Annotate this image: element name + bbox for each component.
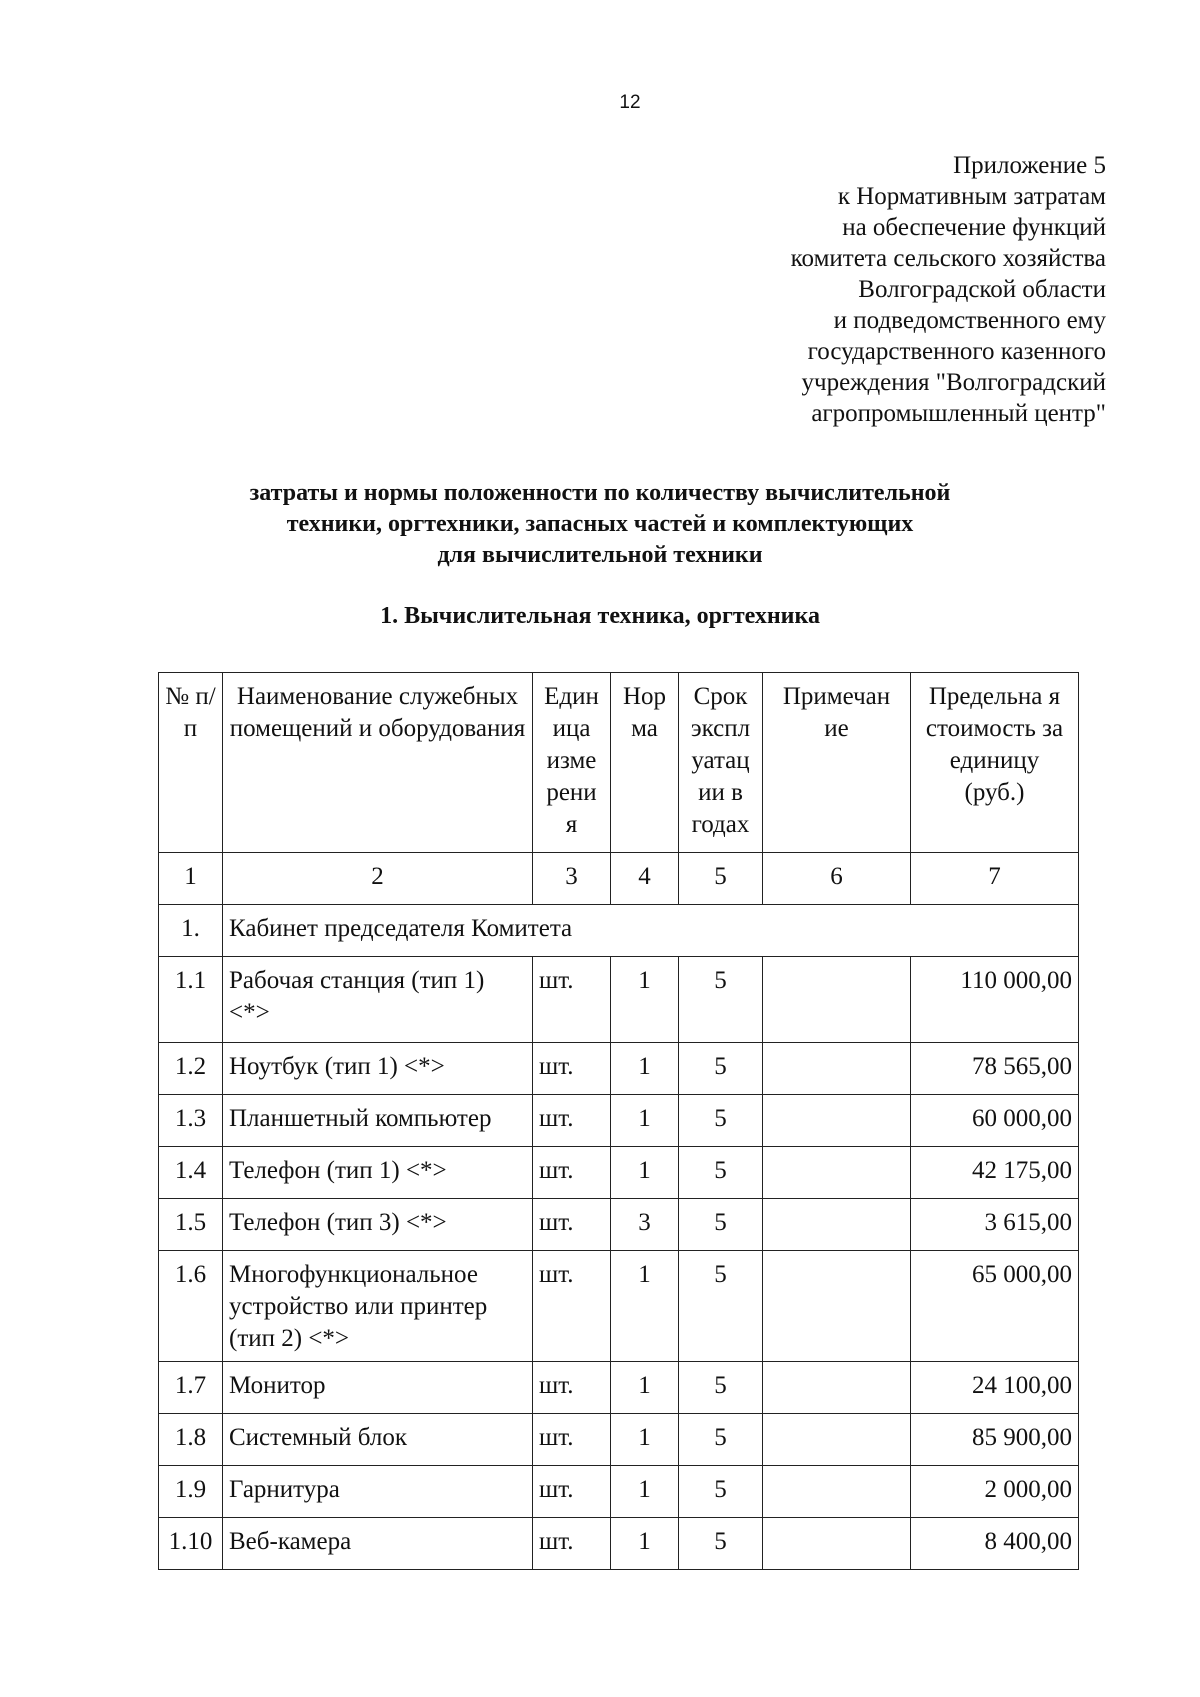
appendix-line: государственного казенного (807, 338, 1106, 365)
row-norm: 3 (611, 1199, 679, 1251)
row-number: 1.10 (159, 1518, 223, 1570)
row-number: 1.6 (159, 1251, 223, 1362)
row-note (763, 1414, 911, 1466)
row-norm: 1 (611, 1043, 679, 1095)
header-term: Срок экспл уатац ии в годах (679, 673, 763, 853)
row-term: 5 (679, 957, 763, 1043)
appendix-line: комитета сельского хозяйства (790, 245, 1106, 272)
row-norm: 1 (611, 957, 679, 1043)
row-note (763, 1043, 911, 1095)
row-name: Ноутбук (тип 1) <*> (223, 1043, 533, 1095)
row-name: Телефон (тип 3) <*> (223, 1199, 533, 1251)
column-number: 7 (911, 853, 1079, 905)
row-term: 5 (679, 1199, 763, 1251)
appendix-reference (626, 150, 1106, 429)
document-title (150, 478, 1050, 571)
header-number: № п/п (159, 673, 223, 853)
group-number: 1. (159, 905, 223, 957)
row-term: 5 (679, 1466, 763, 1518)
appendix-line: на обеспечение функций (842, 214, 1106, 241)
page-number: 12 (619, 92, 641, 113)
table-header-row (159, 673, 1079, 853)
row-note (763, 1199, 911, 1251)
column-numbers-row (159, 853, 1079, 905)
row-name: Системный блок (223, 1414, 533, 1466)
row-unit: шт. (533, 1043, 611, 1095)
row-number: 1.4 (159, 1147, 223, 1199)
row-note (763, 1466, 911, 1518)
section-title: 1. Вычислительная техника, оргтехника (380, 603, 820, 629)
table-row (159, 1147, 1079, 1199)
table-row (159, 1095, 1079, 1147)
appendix-line: агропромышленный центр" (811, 400, 1106, 427)
row-price: 78 565,00 (911, 1043, 1079, 1095)
group-row (159, 905, 1079, 957)
row-price: 24 100,00 (911, 1362, 1079, 1414)
row-unit: шт. (533, 957, 611, 1043)
row-unit: шт. (533, 1466, 611, 1518)
row-unit: шт. (533, 1518, 611, 1570)
appendix-line: к Нормативным затратам (837, 183, 1106, 210)
row-unit: шт. (533, 1095, 611, 1147)
row-term: 5 (679, 1251, 763, 1362)
table-row (159, 1199, 1079, 1251)
row-norm: 1 (611, 1362, 679, 1414)
row-price: 60 000,00 (911, 1095, 1079, 1147)
row-note (763, 1518, 911, 1570)
row-term: 5 (679, 1147, 763, 1199)
equipment-table (158, 672, 1079, 1570)
row-unit: шт. (533, 1251, 611, 1362)
row-note (763, 957, 911, 1043)
row-price: 2 000,00 (911, 1466, 1079, 1518)
header-price: Предельна я стоимость за единицу (руб.) (911, 673, 1079, 853)
row-term: 5 (679, 1518, 763, 1570)
row-price: 85 900,00 (911, 1414, 1079, 1466)
row-number: 1.8 (159, 1414, 223, 1466)
header-norm: Нор ма (611, 673, 679, 853)
row-note (763, 1147, 911, 1199)
row-note (763, 1362, 911, 1414)
column-number: 1 (159, 853, 223, 905)
row-price: 3 615,00 (911, 1199, 1079, 1251)
row-number: 1.9 (159, 1466, 223, 1518)
title-line: затраты и нормы положенности по количеству вычислительной (249, 480, 951, 506)
row-note (763, 1251, 911, 1362)
row-number: 1.1 (159, 957, 223, 1043)
row-norm: 1 (611, 1518, 679, 1570)
row-norm: 1 (611, 1466, 679, 1518)
column-number: 6 (763, 853, 911, 905)
row-norm: 1 (611, 1147, 679, 1199)
row-number: 1.5 (159, 1199, 223, 1251)
row-unit: шт. (533, 1414, 611, 1466)
row-term: 5 (679, 1095, 763, 1147)
table-row (159, 1043, 1079, 1095)
row-number: 1.7 (159, 1362, 223, 1414)
row-name: Планшетный компьютер (223, 1095, 533, 1147)
table-row (159, 1414, 1079, 1466)
row-number: 1.2 (159, 1043, 223, 1095)
row-price: 65 000,00 (911, 1251, 1079, 1362)
title-line: техники, оргтехники, запасных частей и комплектующих (286, 511, 914, 537)
header-unit: Един ица изме рени я (533, 673, 611, 853)
table-row (159, 1251, 1079, 1362)
header-note: Примечан ие (763, 673, 911, 853)
row-price: 110 000,00 (911, 957, 1079, 1043)
row-name: Телефон (тип 1) <*> (223, 1147, 533, 1199)
table-row (159, 1466, 1079, 1518)
appendix-line: Приложение 5 (953, 152, 1106, 179)
row-name: Монитор (223, 1362, 533, 1414)
row-number: 1.3 (159, 1095, 223, 1147)
column-number: 3 (533, 853, 611, 905)
title-line: для вычислительной техники (437, 542, 763, 568)
row-term: 5 (679, 1362, 763, 1414)
row-norm: 1 (611, 1414, 679, 1466)
column-number: 5 (679, 853, 763, 905)
row-norm: 1 (611, 1251, 679, 1362)
row-price: 8 400,00 (911, 1518, 1079, 1570)
column-number: 4 (611, 853, 679, 905)
appendix-line: Волгоградской области (858, 276, 1106, 303)
row-name: Гарнитура (223, 1466, 533, 1518)
appendix-line: и подведомственного ему (833, 307, 1106, 334)
row-name: Многофункциональное устройство или принтер (тип 2) <*> (223, 1251, 533, 1362)
row-norm: 1 (611, 1095, 679, 1147)
group-name: Кабинет председателя Комитета (223, 905, 1079, 957)
header-name: Наименование служебных помещений и оборудования (223, 673, 533, 853)
table-row (159, 1518, 1079, 1570)
row-note (763, 1095, 911, 1147)
row-term: 5 (679, 1414, 763, 1466)
row-unit: шт. (533, 1147, 611, 1199)
row-name: Веб-камера (223, 1518, 533, 1570)
table-row (159, 1362, 1079, 1414)
row-unit: шт. (533, 1199, 611, 1251)
row-name: Рабочая станция (тип 1) <*> (223, 957, 533, 1043)
appendix-line: учреждения "Волгоградский (801, 369, 1106, 396)
row-term: 5 (679, 1043, 763, 1095)
row-unit: шт. (533, 1362, 611, 1414)
table-row (159, 957, 1079, 1043)
column-number: 2 (223, 853, 533, 905)
row-price: 42 175,00 (911, 1147, 1079, 1199)
